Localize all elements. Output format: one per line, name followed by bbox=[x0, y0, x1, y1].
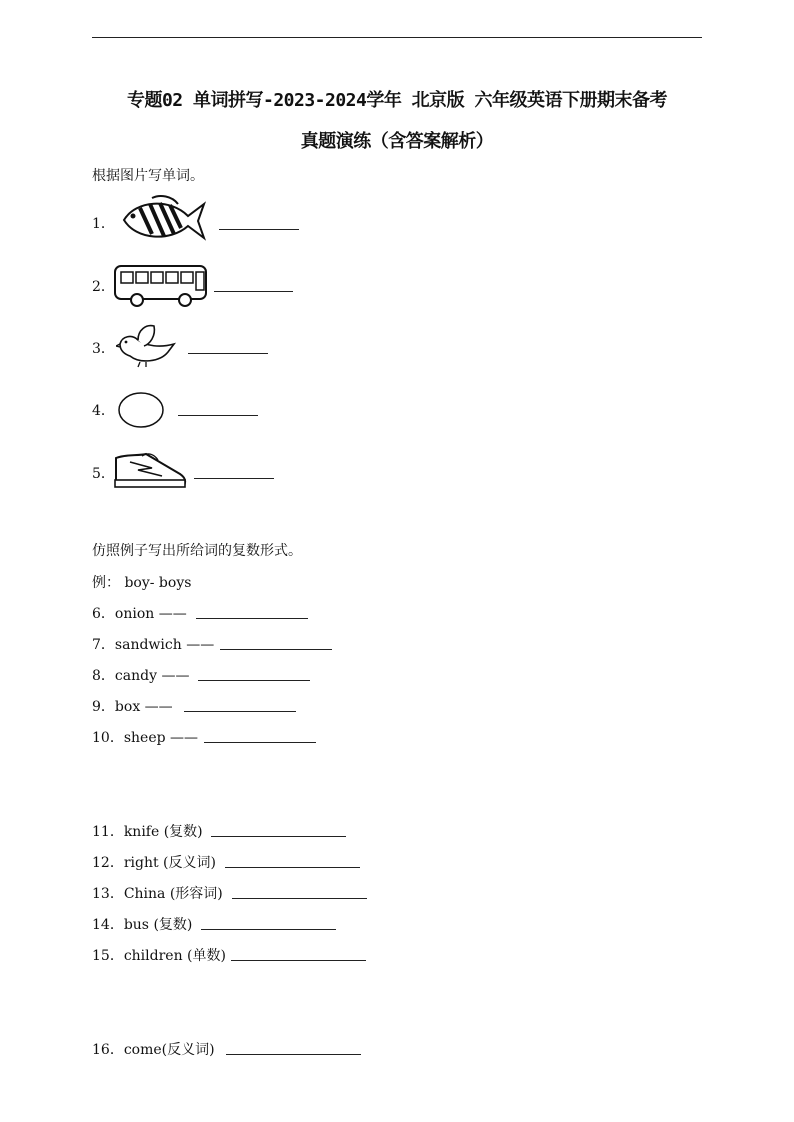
answer-blank[interactable] bbox=[219, 229, 299, 230]
question-row bbox=[92, 883, 223, 903]
question-word: China (形容词) bbox=[123, 886, 223, 902]
bus-icon bbox=[113, 263, 209, 309]
question-word: box —— bbox=[114, 699, 173, 715]
question-number: 2． bbox=[92, 279, 115, 295]
answer-blank[interactable] bbox=[220, 649, 332, 650]
question-number: 4． bbox=[92, 403, 115, 419]
answer-blank[interactable] bbox=[188, 353, 268, 354]
answer-blank[interactable] bbox=[231, 960, 366, 961]
question-word: knife (复数) bbox=[123, 824, 203, 840]
answer-blank[interactable] bbox=[184, 711, 296, 712]
question-number: 10． bbox=[92, 730, 124, 746]
question-row bbox=[92, 665, 189, 685]
egg-icon bbox=[117, 391, 165, 429]
answer-blank[interactable] bbox=[196, 618, 308, 619]
question-row bbox=[92, 821, 203, 841]
question-word: sandwich —— bbox=[114, 637, 215, 653]
question-word: come(反义词) bbox=[123, 1042, 215, 1058]
fish-icon bbox=[118, 194, 208, 246]
question-number: 16． bbox=[92, 1042, 124, 1058]
question-number: 11． bbox=[92, 824, 124, 840]
answer-blank[interactable] bbox=[225, 867, 360, 868]
question-row bbox=[92, 945, 226, 965]
question-number: 7． bbox=[92, 637, 115, 653]
question-number: 6． bbox=[92, 606, 115, 622]
question-word: children (单数) bbox=[123, 948, 226, 964]
shoe-icon bbox=[112, 448, 188, 492]
header-rule bbox=[92, 37, 702, 38]
answer-blank[interactable] bbox=[214, 291, 293, 292]
question-number: 8． bbox=[92, 668, 115, 684]
section1-instruction: 根据图片写单词。 bbox=[92, 168, 204, 184]
answer-blank[interactable] bbox=[178, 415, 258, 416]
question-word: onion —— bbox=[114, 606, 187, 622]
question-row bbox=[92, 1039, 215, 1059]
answer-blank[interactable] bbox=[204, 742, 316, 743]
question-number: 13． bbox=[92, 886, 124, 902]
answer-blank[interactable] bbox=[211, 836, 346, 837]
answer-blank[interactable] bbox=[226, 1054, 361, 1055]
question-number: 3． bbox=[92, 341, 115, 357]
question-number: 14． bbox=[92, 917, 124, 933]
example: 例： boy- boys bbox=[92, 575, 192, 591]
answer-blank[interactable] bbox=[201, 929, 336, 930]
question-word: right (反义词) bbox=[123, 855, 216, 871]
page-title: 专题02 单词拼写-2023-2024学年 北京版 六年级英语下册期末备考 bbox=[126, 90, 668, 111]
question-number: 12． bbox=[92, 855, 124, 871]
question-row bbox=[92, 634, 214, 654]
question-word: candy —— bbox=[114, 668, 190, 684]
answer-blank[interactable] bbox=[198, 680, 310, 681]
page-subtitle: 真题演练（含答案解析） bbox=[300, 131, 494, 152]
question-row bbox=[92, 603, 187, 623]
question-row bbox=[92, 696, 173, 716]
question-row bbox=[92, 727, 198, 747]
section2-instruction: 仿照例子写出所给词的复数形式。 bbox=[92, 543, 302, 559]
question-number: 5． bbox=[92, 466, 115, 482]
question-word: sheep —— bbox=[123, 730, 199, 746]
bird-icon bbox=[116, 322, 178, 368]
question-row bbox=[92, 914, 192, 934]
answer-blank[interactable] bbox=[232, 898, 367, 899]
question-row bbox=[92, 852, 216, 872]
question-number: 15． bbox=[92, 948, 124, 964]
question-number: 9． bbox=[92, 699, 115, 715]
question-word: bus (复数) bbox=[123, 917, 193, 933]
answer-blank[interactable] bbox=[194, 478, 274, 479]
question-number: 1． bbox=[92, 216, 115, 232]
